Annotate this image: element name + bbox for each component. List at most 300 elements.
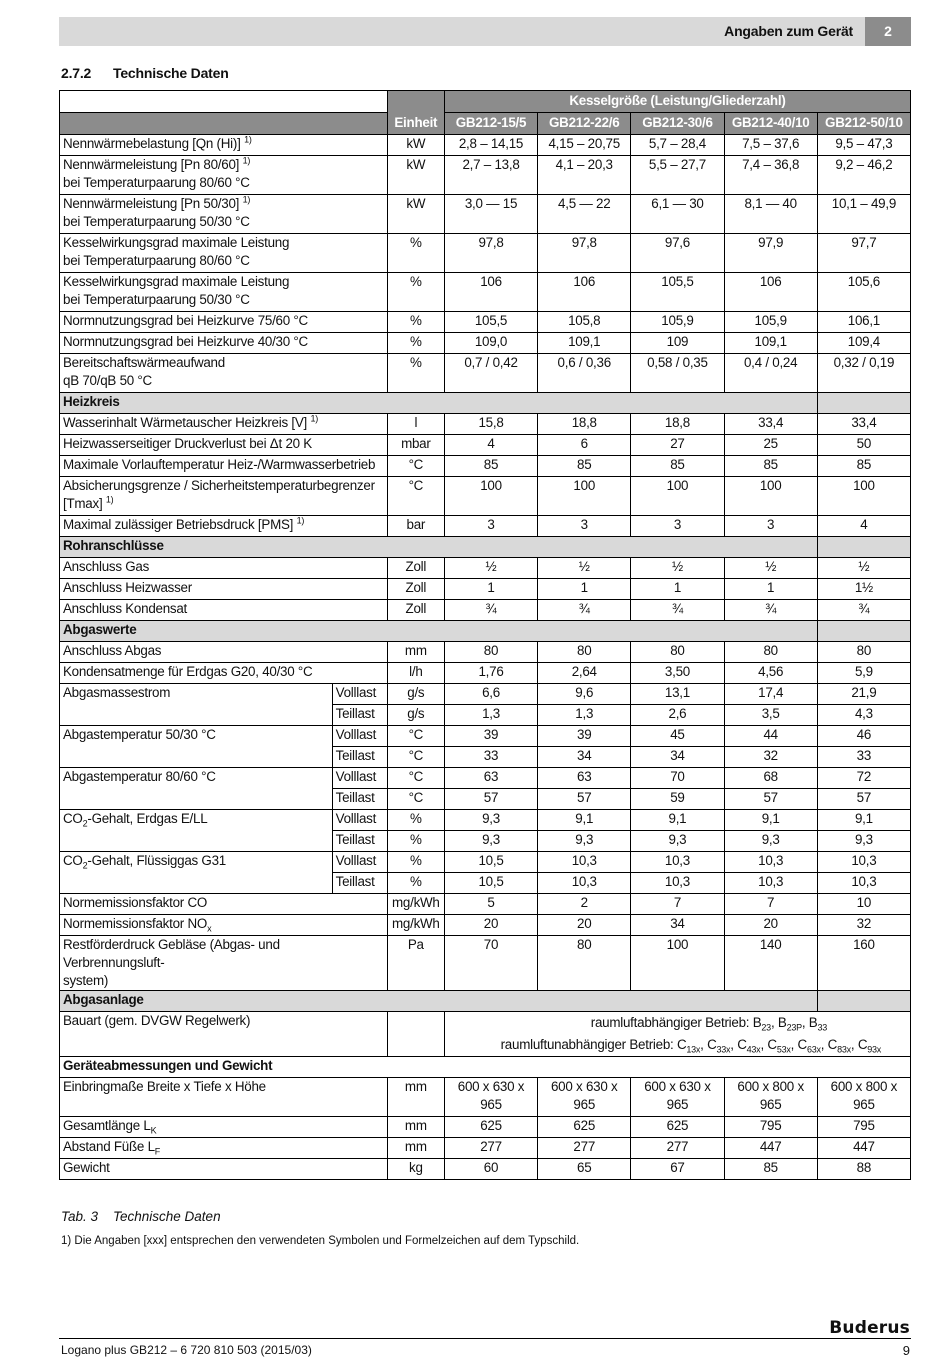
row-label-text: Maximal zulässiger Betriebsdruck [PMS] [63, 517, 294, 532]
value-cell: 97,8 [538, 234, 631, 273]
value-cell: ¾ [538, 600, 631, 621]
unit-cell: % [387, 354, 444, 393]
row-label-text: bei Temperaturpaarung 80/60 °C [63, 253, 250, 268]
table-row [60, 558, 911, 579]
table-row [60, 456, 911, 477]
row-label-text: Gesamtlänge L [63, 1118, 151, 1133]
value-cell: 4,3 [817, 705, 910, 726]
unit-cell: g/s [387, 705, 444, 726]
row-label-text: Nennwärmebelastung [Qn (Hi)] [63, 136, 241, 151]
footnote: 1) Die Angaben [xxx] entsprechen den verwendeten Symbolen und Formelzeichen auf dem Typschild. [61, 1235, 580, 1247]
bauart-code: 33 [817, 1022, 827, 1033]
value-cell: 97,8 [444, 234, 537, 273]
value-cell: 65 [538, 1159, 631, 1180]
value-cell: 17,4 [724, 684, 817, 705]
table-row [60, 354, 911, 393]
row-label-text: bei Temperaturpaarung 50/30 °C [63, 214, 250, 229]
row-label [60, 312, 388, 333]
value-cell: 57 [817, 789, 910, 810]
value-cell: 277 [444, 1138, 537, 1159]
row-label [60, 156, 388, 195]
value-cell: 625 [631, 1117, 724, 1138]
value-cell: 277 [631, 1138, 724, 1159]
row-label [60, 516, 388, 537]
value-cell: 67 [631, 1159, 724, 1180]
row-label [60, 456, 388, 477]
row-label-text: Abstand Füße L [63, 1139, 155, 1154]
unit-cell: % [387, 333, 444, 354]
brand-logo: Buderus [829, 1318, 910, 1338]
unit-cell: l [387, 414, 444, 435]
row-label [60, 1078, 388, 1117]
value-cell: 2 [538, 894, 631, 915]
load-label: Teillast [332, 747, 387, 768]
header-blank-unit [387, 91, 444, 113]
unit-cell: % [387, 831, 444, 852]
value-cell: 80 [538, 642, 631, 663]
value-cell: 4,56 [724, 663, 817, 684]
row-label [60, 810, 333, 852]
value-cell: ¾ [724, 600, 817, 621]
unit-cell: Zoll [387, 600, 444, 621]
value-cell: 600 x 800 x 965 [817, 1078, 910, 1117]
unit-cell: kW [387, 156, 444, 195]
table-row [60, 312, 911, 333]
value-cell: 3,0 — 15 [444, 195, 537, 234]
bauart-letter: C [676, 1037, 687, 1052]
value-cell: 80 [538, 936, 631, 991]
value-cell: 32 [724, 747, 817, 768]
value-cell: 97,6 [631, 234, 724, 273]
unit-cell: kW [387, 135, 444, 156]
value-cell: 20 [444, 915, 537, 936]
bauart-types-cell [444, 1012, 910, 1057]
value-cell: ½ [444, 558, 537, 579]
row-label-text: Kesselwirkungsgrad maximale Leistung [63, 274, 290, 289]
footnote-marker: 1) [244, 134, 252, 145]
page-number: 9 [902, 1343, 910, 1358]
value-cell: 9,3 [444, 810, 537, 831]
value-cell: 63 [444, 768, 537, 789]
unit-cell: % [387, 852, 444, 873]
unit-cell: °C [387, 456, 444, 477]
value-cell: 3 [631, 516, 724, 537]
value-cell: 15,8 [444, 414, 537, 435]
value-cell: 0,7 / 0,42 [444, 354, 537, 393]
value-cell: 57 [444, 789, 537, 810]
value-cell: 6 [538, 435, 631, 456]
value-cell: 105,6 [817, 273, 910, 312]
value-cell: 100 [724, 477, 817, 516]
unit-header: Einheit [387, 113, 444, 135]
unit-cell: g/s [387, 684, 444, 705]
row-label [60, 195, 388, 234]
value-cell: 600 x 800 x 965 [724, 1078, 817, 1117]
row-label-text: bei Temperaturpaarung 50/30 °C [63, 292, 250, 307]
header-blank-2 [60, 113, 388, 135]
value-cell: 5,5 – 27,7 [631, 156, 724, 195]
value-cell: 80 [444, 642, 537, 663]
row-label-text: CO [63, 811, 83, 826]
section-row [60, 991, 911, 1012]
footnote-marker: 1) [296, 515, 305, 526]
load-label: Teillast [332, 789, 387, 810]
section-title-abgasanlage: Abgasanlage [60, 991, 818, 1012]
row-label-text: Anschluss Kondensat [63, 601, 188, 616]
value-cell: 59 [631, 789, 724, 810]
value-cell: 18,8 [631, 414, 724, 435]
row-label-text: Nennwärmeleistung [Pn 50/30] [63, 196, 240, 211]
value-cell: 9,3 [538, 831, 631, 852]
value-cell: 10,3 [538, 873, 631, 894]
bauart-line: raumluftunabhängiger Betrieb: $C_{13x}$, $C_{33x}$, $C_{43x}$, $C_{53x}$, $C_{63x}$, $C_{83x}$, $C_{93x}$ [500, 1037, 881, 1055]
value-cell: 33 [444, 747, 537, 768]
unit-cell: mbar [387, 435, 444, 456]
value-cell: 1 [724, 579, 817, 600]
value-cell: 85 [631, 456, 724, 477]
value-cell: 7,4 – 36,8 [724, 156, 817, 195]
row-label-text: Nennwärmeleistung [Pn 80/60] [63, 157, 240, 172]
row-label [60, 1159, 388, 1180]
subscript: 2 [82, 860, 88, 871]
row-label-text: Abgasmassestrom [63, 685, 171, 700]
unit-cell: mg/kWh [387, 894, 444, 915]
value-cell: 3 [724, 516, 817, 537]
model-header: GB212-30/6 [631, 113, 724, 135]
value-cell: 33 [817, 747, 910, 768]
value-cell: 100 [444, 477, 537, 516]
value-cell: 109,4 [817, 333, 910, 354]
unit-cell: % [387, 273, 444, 312]
value-cell: 85 [817, 456, 910, 477]
row-label-text: Normemissionsfaktor NO [63, 916, 208, 931]
row-label [60, 852, 333, 894]
row-label-text: [Tmax] [63, 496, 103, 511]
row-label [60, 354, 388, 393]
value-cell: 795 [817, 1117, 910, 1138]
value-cell: 97,7 [817, 234, 910, 273]
value-cell: 7 [724, 894, 817, 915]
section-title-abmessungen: Geräteabmessungen und Gewicht [60, 1057, 911, 1078]
section-title-heizkreis: Heizkreis [60, 393, 818, 414]
load-label: Teillast [332, 831, 387, 852]
value-cell: 106,1 [817, 312, 910, 333]
value-cell: 277 [538, 1138, 631, 1159]
document-reference: Logano plus GB212 – 6 720 810 503 (2015/03) [61, 1343, 312, 1357]
value-cell: 46 [817, 726, 910, 747]
value-cell: 1½ [817, 579, 910, 600]
bauart-code: 63x [806, 1044, 821, 1055]
unit-cell: mm [387, 1117, 444, 1138]
bauart-code: 43x [746, 1044, 761, 1055]
value-cell: 21,9 [817, 684, 910, 705]
table-row [60, 1159, 911, 1180]
bauart-letter: B [777, 1015, 787, 1030]
row-label-text: Absicherungsgrenze / Sicherheitstemperaturbegrenzer [63, 478, 375, 493]
value-cell: 2,8 – 14,15 [444, 135, 537, 156]
section-title-abgaswerte: Abgaswerte [60, 621, 818, 642]
value-cell: 600 x 630 x 965 [444, 1078, 537, 1117]
value-cell: 5,9 [817, 663, 910, 684]
value-cell: 44 [724, 726, 817, 747]
value-cell: 33,4 [817, 414, 910, 435]
table-row [60, 642, 911, 663]
value-cell: 85 [444, 456, 537, 477]
value-cell: 6,1 — 30 [631, 195, 724, 234]
unit-cell: % [387, 810, 444, 831]
load-label: Teillast [332, 705, 387, 726]
value-cell: ½ [724, 558, 817, 579]
value-cell: 7,5 – 37,6 [724, 135, 817, 156]
value-cell: 33,4 [724, 414, 817, 435]
table-row [60, 234, 911, 273]
row-label [60, 600, 388, 621]
value-cell: 4,15 – 20,75 [538, 135, 631, 156]
row-label-text: system) [63, 973, 109, 988]
value-cell: 20 [724, 915, 817, 936]
row-label [60, 435, 388, 456]
chapter-title: Angaben zum Gerät [724, 23, 853, 39]
value-cell: ½ [631, 558, 724, 579]
value-cell: 109,1 [538, 333, 631, 354]
value-cell: 3 [444, 516, 537, 537]
bauart-code: 33x [716, 1044, 731, 1055]
row-label [60, 684, 333, 726]
row-label-text: Maximale Vorlauftemperatur Heiz-/Warmwasserbetrieb [63, 457, 376, 472]
value-cell: 68 [724, 768, 817, 789]
row-label-text: Kondensatmenge für Erdgas G20, 40/30 °C [63, 664, 313, 679]
row-label-text: Einbringmaße Breite x Tiefe x Höhe [63, 1079, 266, 1094]
unit-cell: Pa [387, 936, 444, 991]
value-cell: 85 [724, 456, 817, 477]
value-cell: 5 [444, 894, 537, 915]
table-caption [61, 1209, 221, 1224]
bauart-letter: C [827, 1037, 838, 1052]
value-cell: 105,9 [631, 312, 724, 333]
section-title: Technische Daten [113, 65, 229, 81]
value-cell: 140 [724, 936, 817, 991]
table-row-bauart [60, 1012, 911, 1057]
value-cell: 2,64 [538, 663, 631, 684]
value-cell: ¾ [444, 600, 537, 621]
unit-cell: Zoll [387, 579, 444, 600]
value-cell: 9,1 [817, 810, 910, 831]
value-cell: 57 [538, 789, 631, 810]
value-cell: 795 [724, 1117, 817, 1138]
table-row [60, 435, 911, 456]
bauart-letter: C [797, 1037, 807, 1052]
row-label [60, 1138, 388, 1159]
table-row [60, 915, 911, 936]
value-cell: 6,6 [444, 684, 537, 705]
value-cell: 45 [631, 726, 724, 747]
row-label-text: Normemissionsfaktor CO [63, 895, 208, 910]
row-label-text: Heizwasserseitiger Druckverlust bei Δt 20 K [63, 436, 312, 451]
table-row [60, 333, 911, 354]
bauart-code: 13x [686, 1044, 701, 1055]
row-label [60, 333, 388, 354]
section-number: 2.7.2 [61, 65, 92, 81]
value-cell: 9,3 [631, 831, 724, 852]
row-label-text: Wasserinhalt Wärmetauscher Heizkreis [V] [63, 415, 307, 430]
value-cell: 10,1 – 49,9 [817, 195, 910, 234]
value-cell: 27 [631, 435, 724, 456]
subscript: F [154, 1146, 161, 1157]
value-cell: 4,5 — 22 [538, 195, 631, 234]
value-cell: 1 [631, 579, 724, 600]
row-label [60, 663, 388, 684]
value-cell: 106 [538, 273, 631, 312]
value-cell: 3,5 [724, 705, 817, 726]
value-cell: 100 [538, 477, 631, 516]
row-label [60, 477, 388, 516]
table-row [60, 579, 911, 600]
row-label [60, 726, 333, 768]
row-label-text: qB 70/qB 50 °C [63, 373, 152, 388]
value-cell: 1,3 [538, 705, 631, 726]
unit-cell: mm [387, 642, 444, 663]
bauart-line: raumluftabhängiger Betrieb: $B_{23}$, $B_{23P}$, $B_{33}$ [590, 1015, 827, 1033]
table-number: Tab. 3 [61, 1209, 99, 1224]
row-label [60, 894, 388, 915]
value-cell: 100 [631, 936, 724, 991]
row-label [60, 414, 388, 435]
value-cell: 106 [444, 273, 537, 312]
load-label: Volllast [332, 810, 387, 831]
unit-cell: mg/kWh [387, 915, 444, 936]
table-row [60, 135, 911, 156]
value-cell: 39 [538, 726, 631, 747]
value-cell: 70 [444, 936, 537, 991]
value-cell: 109 [631, 333, 724, 354]
load-label: Volllast [332, 768, 387, 789]
row-label-text: Anschluss Gas [63, 559, 150, 574]
row-label [60, 768, 333, 810]
load-label: Volllast [332, 684, 387, 705]
unit-cell: °C [387, 726, 444, 747]
value-cell: ½ [538, 558, 631, 579]
model-header: GB212-22/6 [538, 113, 631, 135]
bauart-code: 23P [786, 1022, 802, 1033]
section-row [60, 537, 911, 558]
value-cell: 57 [724, 789, 817, 810]
section-title-rohranschluesse: Rohranschlüsse [60, 537, 818, 558]
value-cell: 2,7 – 13,8 [444, 156, 537, 195]
model-header: GB212-40/10 [724, 113, 817, 135]
section-row-blank [817, 991, 910, 1012]
value-cell: 625 [538, 1117, 631, 1138]
bauart-letter: C [857, 1037, 868, 1052]
table-row [60, 726, 911, 747]
table-row [60, 852, 911, 873]
row-label: Bauart (gem. DVGW Regelwerk) [60, 1012, 388, 1057]
value-cell: 9,1 [724, 810, 817, 831]
table-row [60, 156, 911, 195]
technical-data-table [59, 90, 911, 1180]
value-cell: 9,1 [538, 810, 631, 831]
value-cell: 1,3 [444, 705, 537, 726]
footer-divider [59, 1338, 911, 1339]
value-cell: 9,1 [631, 810, 724, 831]
value-cell: 105,5 [444, 312, 537, 333]
subscript: x [207, 923, 212, 934]
table-row [60, 1117, 911, 1138]
value-cell: 80 [724, 642, 817, 663]
section-row [60, 393, 911, 414]
value-cell: 39 [444, 726, 537, 747]
unit-cell: °C [387, 789, 444, 810]
row-label-text: CO [63, 853, 83, 868]
value-cell: 32 [817, 915, 910, 936]
value-cell: 88 [817, 1159, 910, 1180]
value-cell: 160 [817, 936, 910, 991]
table-row [60, 195, 911, 234]
unit-cell: mm [387, 1138, 444, 1159]
value-cell: 34 [631, 747, 724, 768]
row-label-text: Gewicht [63, 1160, 110, 1175]
value-cell: 1 [444, 579, 537, 600]
value-cell: ¾ [631, 600, 724, 621]
value-cell: 600 x 630 x 965 [631, 1078, 724, 1117]
section-row-blank [817, 393, 910, 414]
section-row-blank [817, 621, 910, 642]
unit-cell: °C [387, 768, 444, 789]
page-header-bar [59, 17, 911, 46]
value-cell: 34 [538, 747, 631, 768]
value-cell: 4 [444, 435, 537, 456]
row-label-text: Restförderdruck Gebläse (Abgas- und Verbrennungsluft- [63, 937, 280, 970]
value-cell: 0,58 / 0,35 [631, 354, 724, 393]
value-cell: 60 [444, 1159, 537, 1180]
value-cell: 10,3 [631, 852, 724, 873]
bauart-letter: B [752, 1015, 762, 1030]
table-row [60, 414, 911, 435]
value-cell: 447 [817, 1138, 910, 1159]
row-label-text: Anschluss Abgas [63, 643, 162, 658]
value-cell: 105,8 [538, 312, 631, 333]
value-cell: 1 [538, 579, 631, 600]
row-label-text: Anschluss Heizwasser [63, 580, 192, 595]
value-cell: 10,3 [724, 873, 817, 894]
value-cell: 80 [817, 642, 910, 663]
value-cell: 10,3 [817, 873, 910, 894]
value-cell: 0,4 / 0,24 [724, 354, 817, 393]
unit-cell: kW [387, 195, 444, 234]
value-cell: 447 [724, 1138, 817, 1159]
value-cell: 50 [817, 435, 910, 456]
section-row [60, 621, 911, 642]
table-row [60, 600, 911, 621]
value-cell: 70 [631, 768, 724, 789]
table-row [60, 663, 911, 684]
value-cell: 72 [817, 768, 910, 789]
unit-cell: Zoll [387, 558, 444, 579]
value-cell: 3 [538, 516, 631, 537]
table-row [60, 1078, 911, 1117]
subscript: K [150, 1125, 157, 1136]
unit-cell: bar [387, 516, 444, 537]
value-cell: 600 x 630 x 965 [538, 1078, 631, 1117]
value-cell: 10,3 [631, 873, 724, 894]
bauart-letter: B [808, 1015, 818, 1030]
table-row [60, 768, 911, 789]
row-label-text: Bereitschaftswärmeaufwand [63, 355, 225, 370]
value-cell: 8,1 — 40 [724, 195, 817, 234]
bauart-letter: C [737, 1037, 747, 1052]
table-row [60, 477, 911, 516]
value-cell: 10,3 [724, 852, 817, 873]
value-cell: 13,1 [631, 684, 724, 705]
